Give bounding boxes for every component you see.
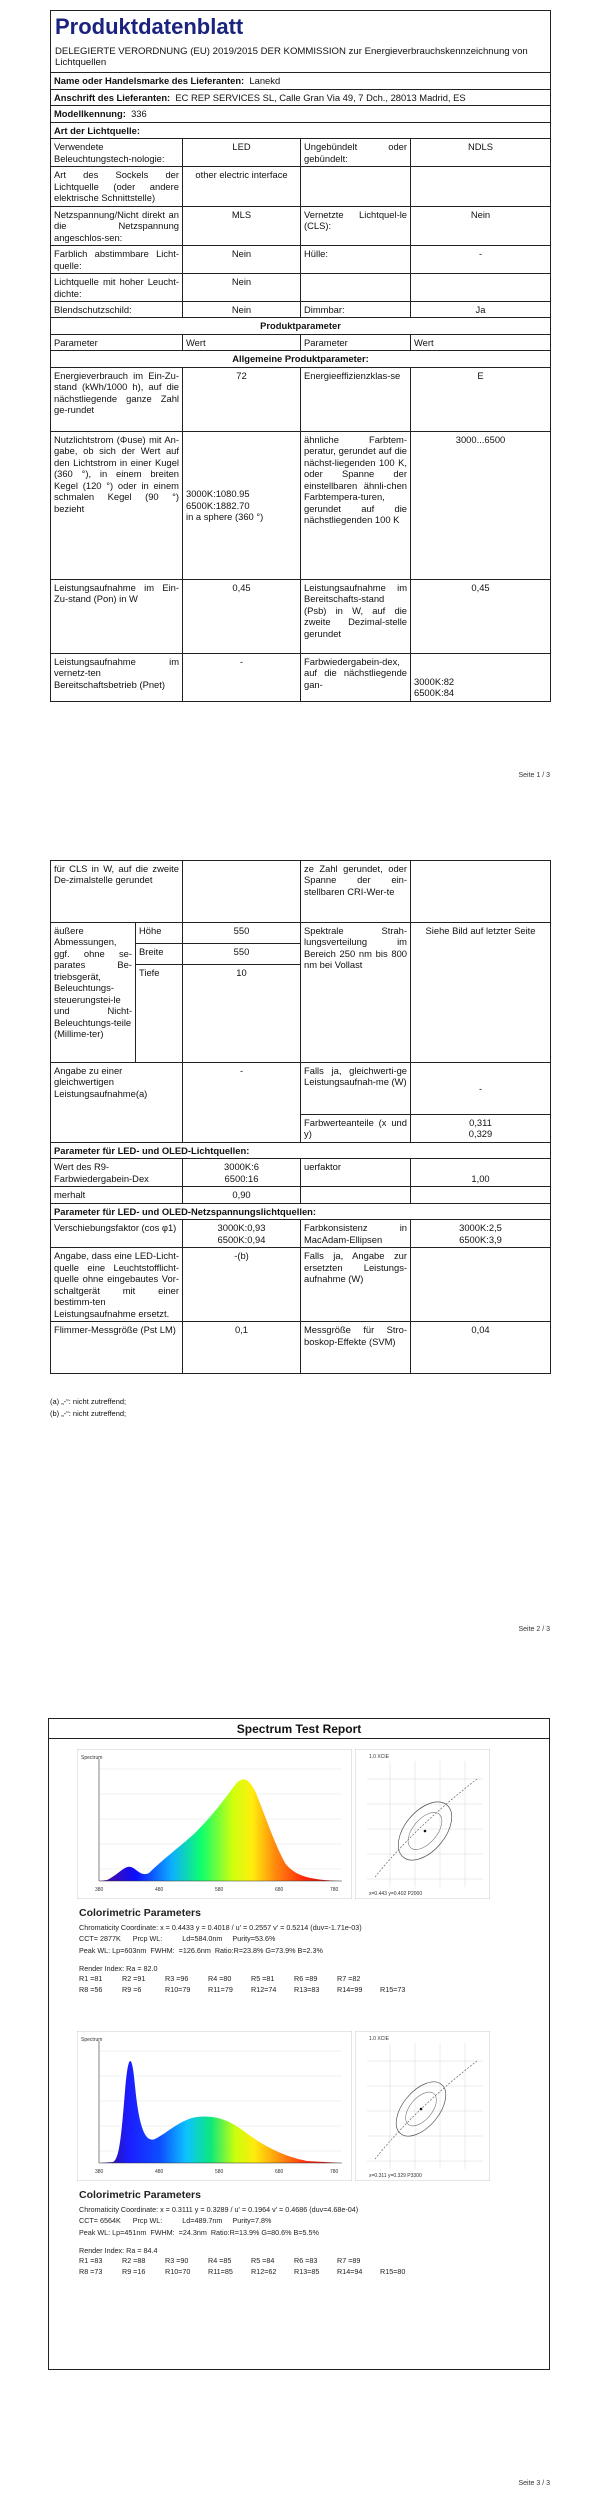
doc-title: Produktdatenblatt [55,14,244,39]
table-row: Leistungsaufnahme im vernetz-ten Bereitschaftsbetrieb (Pnet) - Farbwiedergabein-dex, auf die nächstliegende gan- 3000K:82 6500K:84 [51,653,551,701]
dimensions-row: Breite 550 [51,944,551,965]
colorimetric-heading: Colorimetric Parameters [79,2189,201,2201]
report-title: Spectrum Test Report [49,1719,549,1739]
spectral-value: Siehe Bild auf letzter Seite [411,923,551,1063]
general-params-header: Allgemeine Produktparameter: [51,351,551,367]
colorimetric-block-1: Colorimetric Parameters Chromaticity Coordinate: x = 0.4433 y = 0.4018 / u' = 0.2557 v' = 0.5214 (duv=-1.71e-03) CCT= 2877K Prcp WL: Ld=584.0nm Purity=53.6% Peak WL: Lp=603nm FWHM: =126.6nm Ratio:R=23.8% G=73.9% B=2.3% Render Index: Ra = 82.0 R1 =81 R2 =91 R3 =96 R4 =80 R5 =81 R6 =89 R7 =82 R8 =56 R9 =6 R10=79 R11=79 R12=74 R13=83 R14=99 R15=73 [79,1905,539,1995]
colorimetric-block-2: Colorimetric Parameters Chromaticity Coordinate: x = 0.3111 y = 0.3289 / u' = 0.1964 v' = 0.4686 (duv=4.68e-04) CCT= 6564K Prcp WL: Ld=489.7nm Purity=7.8% Peak WL: Lp=451nm FWHM: =24.3nm Ratio:R=13.9% G=80.6% B=5.5% Render Index: Ra = 84.4 R1 =83 R2 =88 R3 =90 R4 =85 R5 =84 R6 =83 R7 =89 R8 =73 R9 =16 R10=70 R11=85 R12=62 R13=85 R14=94 R15=80 [79,2187,539,2277]
spectral-label: Spektrale Strah-lungsverteilung im Bereich 250 nm bis 800 nm bei Vollast [301,923,411,1063]
datasheet-table-1 [50,10,551,702]
footnote-b: (b) „-“: nicht zutreffend; [50,1408,127,1418]
table-row: Blendschutzschild: Nein Dimmbar: Ja [51,301,551,317]
table-row: für CLS in W, auf die zweite De-zimalstelle gerundet ze Zahl gerundet, oder Spanne der ein-stellbaren CRI-Wer-te [51,861,551,923]
x-tick-label: 480 [155,1887,164,1893]
brand-value: Lanekd [249,75,281,87]
cie-diagram-2 [355,2031,490,2181]
x-tick-label: 780 [330,2169,339,2175]
mls-params-header: Parameter für LED- und OLED-Netzspannungslichtquellen: [51,1203,551,1219]
table-row: Verschiebungsfaktor (cos φ1) 3000K:0,93 6500K:0,94 Farbkonsistenz in MacAdam-Ellipsen 3000K:2,5 6500K:3,9 [51,1220,551,1248]
dimensions-row: äußere Abmessungen, ggf. ohne se-parates Be-triebsgerät, Beleuchtungs-steuerungstei-le und Nicht-Beleuchtungs-teile (Millime-ter) Höhe 550 Spektrale Strah-lungsverteilung im Bereich 250 nm bis 800 nm bei Vollast Siehe Bild auf letzter Seite [51,923,551,944]
table-row: Netzspannung/Nicht direkt an die Netzspannung angeschlos-sen: MLS Vernetzte Lichtquel-le (CLS): Nein [51,206,551,245]
regulation-text: DELEGIERTE VERORDNUNG (EU) 2019/2015 DER KOMMISSION zur Energieverbrauchskennzeichnung von Lichtquellen [55,45,528,69]
render-index-grid: R1 =81 R2 =91 R3 =96 R4 =80 R5 =81 R6 =89 R7 =82 R8 =56 R9 =6 R10=79 R11=79 R12=74 R13=83 R14=99 R15=73 [79,1973,406,1994]
model-label: Modellkennung: [54,108,126,120]
address-value: EC REP SERVICES SL, Calle Gran Via 49, 7 Dch., 28013 Madrid, ES [175,91,466,103]
datasheet-page-2 [50,860,550,1419]
colorimetric-heading: Colorimetric Parameters [79,1907,201,1919]
table-row: Verwendete Beleuchtungstech-nologie: LED Ungebündelt oder gebündelt: NDLS [51,139,551,167]
table-row: Wert des R9-Farbwiedergabein-Dex 3000K:6 6500:16 uerfaktor 1,00 [51,1159,551,1187]
table-row: Angabe, dass eine LED-Licht-quelle eine Leuchtstofflicht-quelle ohne eingebautes Vor-schaltgerät mit einer bestimm-ten Leistungsaufnahme ersetzt. -(b) Falls ja, Angabe zur ersetzten Leistungs-aufnahme (W) [51,1248,551,1322]
column-header-row: Parameter Wert Parameter Wert [51,334,551,350]
render-index-grid: R1 =83 R2 =88 R3 =90 R4 =85 R5 =84 R6 =83 R7 =89 R8 =73 R9 =16 R10=70 R11=85 R12=62 R13=85 R14=94 R15=80 [79,2255,406,2276]
dimensions-row: Tiefe 10 [51,965,551,1063]
x-tick-label: 480 [155,2169,164,2175]
table-row: Lichtquelle mit hoher Leucht-dichte: Nein [51,274,551,302]
spectrum-graph-1 [77,1749,352,1899]
led-params-header: Parameter für LED- und OLED-Lichtquellen: [51,1142,551,1158]
table-row: Farblich abstimmbare Licht-quelle: Nein Hülle: - [51,246,551,274]
x-tick-label: 580 [215,2169,224,2175]
x-tick-label: 680 [275,1887,284,1893]
brand-row [51,73,551,89]
x-tick-label: 380 [95,2169,104,2175]
address-row [51,89,551,105]
spectrum-graph-2 [77,2031,352,2181]
cie-label: 1.0 XCIE [369,1754,390,1760]
table-row: Energieverbrauch im Ein-Zu-stand (kWh/1000 h), auf die nächstliegende ganze Zahl ge-rundet 72 Energieeffizienzklas-se E [51,367,551,431]
table-row: Art des Sockels der Lichtquelle (oder andere elektrische Schnittstelle) other electric interface [51,167,551,206]
product-params-header: Produktparameter [51,318,551,334]
table-row: Flimmer-Messgröße (Pst LM) 0,1 Messgröße für Stro-boskop-Effekte (SVM) 0,04 [51,1322,551,1374]
cie-readout: x=0.311 y=0.329 P3300 [369,2173,422,2179]
x-tick-label: 780 [330,1887,339,1893]
page-number-2: Seite 2 / 3 [518,1626,550,1633]
table-row: Nutzlichtstrom (Φuse) mit An-gabe, ob sich der Wert auf den Lichtstrom in einer Kugel (360 °), in einem breiten Kegel (120 °) oder in einem schmalen Kegel (90 °) bezieht 3000K:1080.95 6500K:1882.70 in a sphere (360 °) ähnliche Farbtem-peratur, gerundet auf die nächst-liegenden 100 K, oder Spanne der einstellbaren ähnli-chen Farbtempera-turen, gerundet auf die nächstliegenden 100 K 3000...6500 [51,431,551,579]
general-param-rows [51,367,551,701]
dimensions-label: äußere Abmessungen, ggf. ohne se-parates Be-triebsgerät, Beleuchtungs-steuerungstei-le und Nicht-Beleuchtungs-teile (Millime-ter) [51,923,136,1063]
type-rows [51,139,551,318]
type-header: Art der Lichtquelle: [51,122,551,138]
table-row: Leistungsaufnahme im Ein-Zu-stand (Pon) in W 0,45 Leistungsaufnahme im Bereitschafts-stand (Psb) in W, auf die zweite Dezimal-stelle gerundet 0,45 [51,579,551,653]
footnotes [50,1396,550,1419]
x-tick-label: 680 [275,2169,284,2175]
datasheet-table-2 [50,860,551,1374]
table-row: merhalt 0,90 [51,1187,551,1203]
cie-diagram-1 [355,1749,490,1899]
table-row: Farbwerteanteile (x und y) 0,311 0,329 [51,1115,551,1143]
y-axis-title: Spectrum [81,2037,103,2043]
page-number-1: Seite 1 / 3 [518,772,550,779]
model-value: 336 [131,108,147,120]
spectrum-report [48,1718,550,2370]
table-row: Angabe zu einer gleichwertigen Leistungsaufnahme(a) - Falls ja, gleichwerti-ge Leistungsaufnah-me (W) - [51,1063,551,1115]
brand-label: Name oder Handelsmarke des Lieferanten: [54,75,245,87]
footnote-a: (a) „-“: nicht zutreffend; [50,1397,127,1407]
page-number-3: Seite 3 / 3 [518,2480,550,2487]
address-label: Anschrift des Lieferanten: [54,91,171,103]
cie-label: 1.0 XCIE [369,2036,390,2042]
cie-readout: x=0.443 y=0.402 P2000 [369,1891,423,1897]
y-axis-title: Spectrum [81,1755,103,1761]
datasheet-page-1 [50,10,550,702]
x-tick-label: 380 [95,1887,104,1893]
model-row [51,106,551,122]
x-tick-label: 580 [215,1887,224,1893]
